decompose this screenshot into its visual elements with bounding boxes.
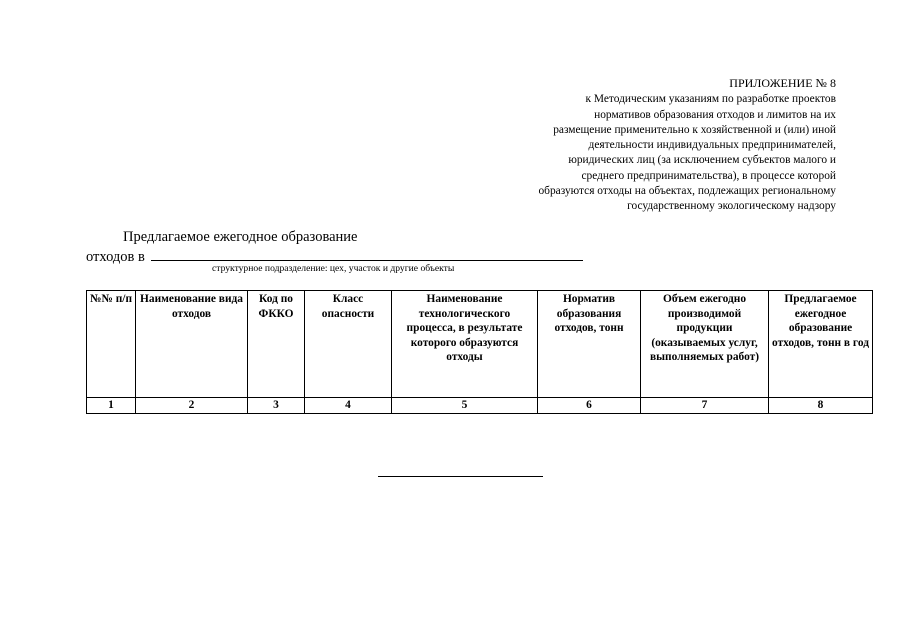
column-number: 4 xyxy=(305,398,392,414)
appendix-block xyxy=(416,76,836,215)
header-waste-type: Наименование вида отходов xyxy=(136,291,248,398)
column-number: 8 xyxy=(769,398,873,414)
header-norm: Норматив образования отходов, тонн xyxy=(538,291,641,398)
column-number: 3 xyxy=(248,398,305,414)
column-number: 2 xyxy=(136,398,248,414)
appendix-line: среднего предпринимательства), в процессе которой xyxy=(581,169,836,182)
appendix-line: нормативов образования отходов и лимитов на их xyxy=(594,108,836,121)
header-production-volume: Объем ежегодно производимой продукции (оказываемых услуг, выполняемых работ) xyxy=(641,291,769,398)
appendix-line: размещение применительно к хозяйственной и (или) иной xyxy=(553,123,836,136)
signature-line xyxy=(378,476,543,477)
appendix-line: образуются отходы на объектах, подлежащих региональному xyxy=(538,185,836,198)
appendix-line: юридических лиц (за исключением субъектов малого и xyxy=(568,154,836,167)
waste-table xyxy=(86,290,873,414)
header-fkko-code: Код по ФККО xyxy=(248,291,305,398)
appendix-line: государственному экологическому надзору xyxy=(627,200,836,213)
appendix-line: деятельности индивидуальных предпринимателей, xyxy=(588,139,836,152)
waste-label: отходов в xyxy=(86,249,145,265)
appendix-title: ПРИЛОЖЕНИЕ № 8 xyxy=(729,76,836,90)
subdivision-hint: структурное подразделение: цех, участок и другие объекты xyxy=(212,263,455,274)
column-number-row xyxy=(87,398,873,414)
header-process: Наименование технологического процесса, в результате которого образуются отходы xyxy=(392,291,538,398)
header-row-number: №№ п/п xyxy=(87,291,136,398)
appendix-line: к Методическим указаниям по разработке проектов xyxy=(585,93,836,106)
column-number: 5 xyxy=(392,398,538,414)
header-proposed-amount: Предлагаемое ежегодное образование отходов, тонн в год xyxy=(769,291,873,398)
column-number: 7 xyxy=(641,398,769,414)
form-heading: Предлагаемое ежегодное образование xyxy=(123,229,358,245)
header-hazard-class: Класс опасности xyxy=(305,291,392,398)
column-number: 1 xyxy=(87,398,136,414)
subdivision-blank-field[interactable] xyxy=(151,246,583,261)
column-number: 6 xyxy=(538,398,641,414)
table-header-row xyxy=(87,291,873,398)
